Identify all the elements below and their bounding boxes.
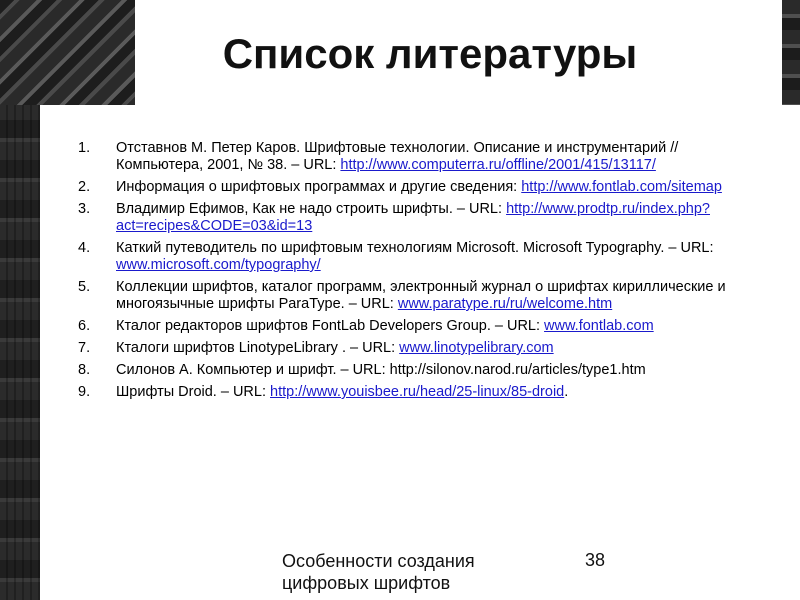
reference-link[interactable]: www.linotypelibrary.com (399, 340, 554, 356)
reference-link[interactable]: www.microsoft.com/typography/ (116, 257, 321, 273)
reference-text: Отставнов М. Петер Каров. Шрифтовые технологии. Описание и инструментарий // Компьютера, 2001, № 38. – URL: (116, 140, 679, 173)
page-number: 38 (585, 550, 606, 570)
reference-text: Коллекции шрифтов, каталог программ, электронный журнал о шрифтах кириллические и многоязычные шрифты ParaType. – URL: (116, 279, 726, 312)
reference-text: Владимир Ефимов, Как не надо строить шрифты. – URL: (116, 201, 507, 217)
item-number: 5. (78, 279, 91, 295)
reference-link[interactable]: http://www.fontlab.com/sitemap (521, 179, 722, 195)
list-item (70, 179, 750, 196)
list-item (70, 384, 750, 401)
footer-title: Особенности создания цифровых шрифтов (282, 551, 475, 593)
decorative-texture-top-right (782, 0, 800, 110)
reference-list (70, 140, 750, 406)
item-number: 2. (78, 179, 91, 195)
item-number: 8. (78, 362, 91, 378)
item-number: 4. (78, 240, 91, 256)
reference-link[interactable]: http://www.computerra.ru/offline/2001/415/13117/ (340, 157, 656, 173)
reference-link[interactable]: www.fontlab.com (544, 318, 654, 334)
reference-text: Кталоги шрифтов LinotypeLibrary . – URL: (116, 340, 400, 356)
item-number: 6. (78, 318, 91, 334)
slide-title: Список литературы (222, 30, 638, 77)
reference-text: Информация о шрифтовых программах и другие сведения: (116, 179, 522, 195)
list-item (70, 140, 750, 174)
decorative-texture-top-left (0, 0, 135, 105)
reference-link[interactable]: http://www.prodtp.ru/index.php?act=recipes&CODE=03&id=13 (116, 201, 710, 234)
item-number: 7. (78, 340, 91, 356)
reference-text: Кталог редакторов шрифтов FontLab Developers Group. – URL: (116, 318, 545, 334)
reference-link[interactable]: www.paratype.ru/ru/welcome.htm (397, 296, 613, 312)
list-item (70, 340, 750, 357)
item-number: 3. (78, 201, 91, 217)
list-item (70, 240, 750, 274)
reference-trailing: . (564, 384, 569, 400)
reference-text: Каткий путеводитель по шрифтовым технологиям Microsoft. Microsoft Typography. – URL: (116, 240, 714, 256)
item-number: 9. (78, 384, 91, 400)
item-number: 1. (78, 140, 91, 156)
reference-link[interactable]: http://www.youisbee.ru/head/25-linux/85-droid (270, 384, 565, 400)
list-item (70, 201, 750, 235)
reference-text: Шрифты Droid. – URL: (116, 384, 271, 400)
list-item (70, 318, 750, 335)
list-item (70, 362, 750, 379)
list-item (70, 279, 750, 313)
reference-text: Силонов А. Компьютер и шрифт. – URL: http://silonov.narod.ru/articles/type1.htm (116, 362, 646, 378)
